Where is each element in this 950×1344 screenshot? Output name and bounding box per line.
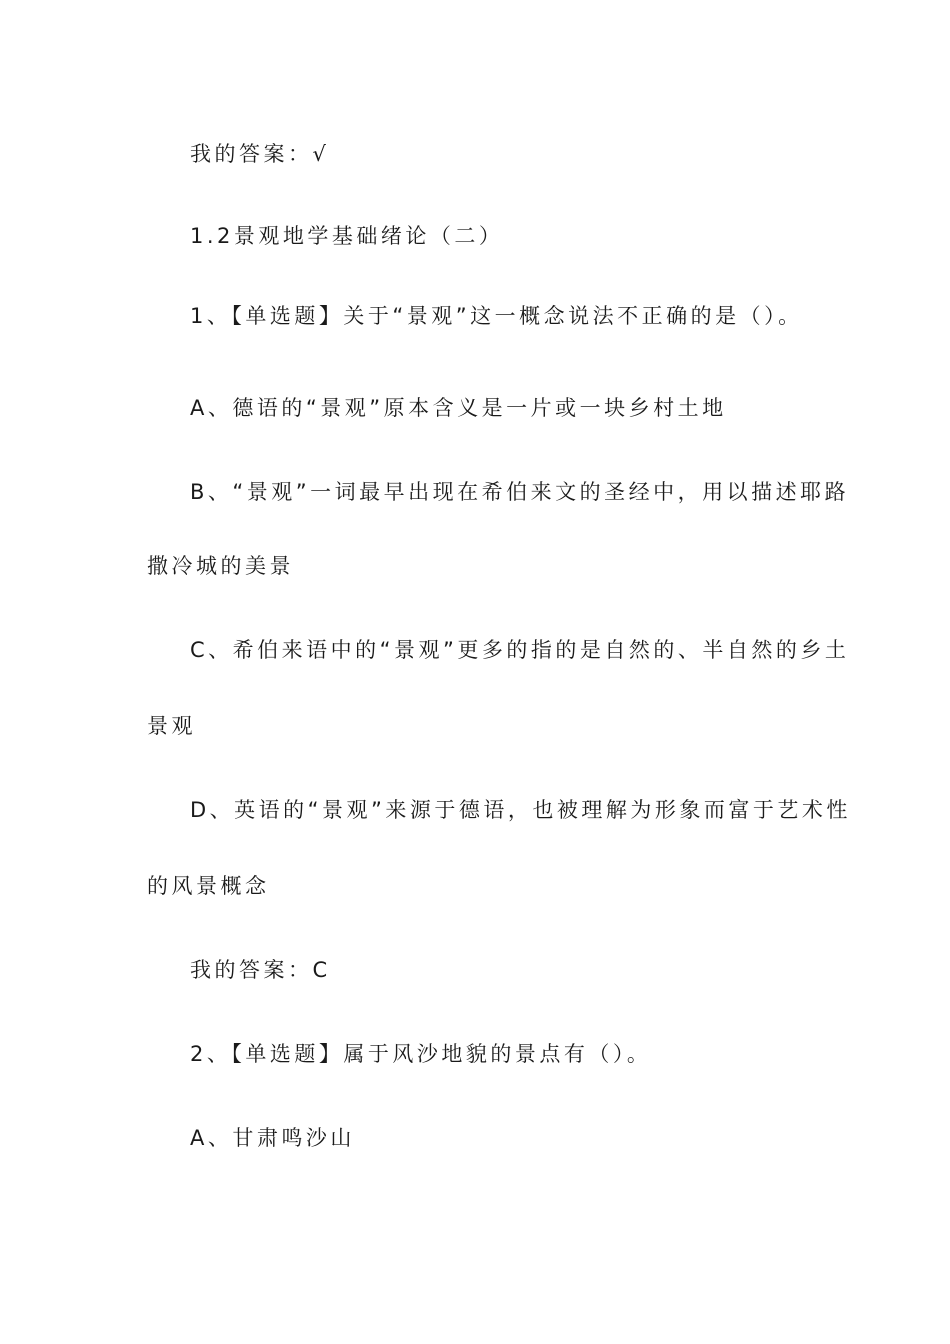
question-1-option-d-line-1: D、英语的“景观”来源于德语，也被理解为形象而富于艺术性 (190, 798, 851, 822)
question-1-stem: 1、【单选题】关于“景观”这一概念说法不正确的是（）。 (190, 304, 803, 328)
previous-answer: 我的答案：√ (190, 142, 330, 166)
question-2-option-a: A、甘肃鸣沙山 (190, 1126, 355, 1150)
question-1-answer: 我的答案：C (190, 958, 331, 982)
question-2-stem: 2、【单选题】属于风沙地貌的景点有（）。 (190, 1042, 652, 1066)
question-1-option-b-line-1: B、“景观”一词最早出现在希伯来文的圣经中，用以描述耶路 (190, 480, 850, 504)
question-1-option-c-line-1: C、希伯来语中的“景观”更多的指的是自然的、半自然的乡土 (190, 638, 850, 662)
question-1-option-b-line-2: 撒冷城的美景 (147, 554, 294, 578)
question-1-option-c-line-2: 景观 (147, 714, 196, 738)
question-1-option-a: A、德语的“景观”原本含义是一片或一块乡村土地 (190, 396, 727, 420)
question-1-option-d-line-2: 的风景概念 (147, 874, 270, 898)
section-title: 1.2景观地学基础绪论（二） (190, 224, 504, 248)
